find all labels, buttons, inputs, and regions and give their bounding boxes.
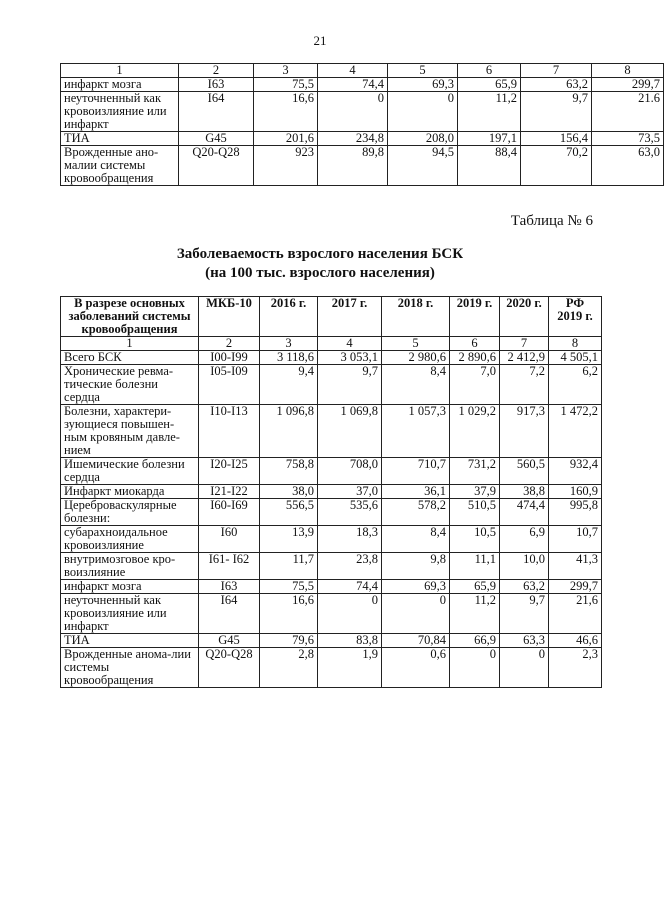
value-cell: 13,9 [260,526,318,553]
table-row [61,634,602,648]
value-cell: 37,9 [450,485,500,499]
value-cell: 65,9 [458,78,521,92]
value-cell: 10,5 [450,526,500,553]
value-cell: 63,3 [500,634,549,648]
value-cell: 69,3 [388,78,458,92]
table-row [61,78,664,92]
value-cell: 9,7 [318,365,382,405]
icd-code-cell: I21-I22 [199,485,260,499]
value-cell: 21,6 [549,594,602,634]
value-cell: 83,8 [318,634,382,648]
index-cell: 5 [382,337,450,351]
continuation-table [60,63,664,186]
value-cell: 70,84 [382,634,450,648]
icd-code-cell: Q20-Q28 [179,146,254,186]
value-cell: 731,2 [450,458,500,485]
index-cell: 6 [450,337,500,351]
index-cell: 2 [179,64,254,78]
value-cell: 65,9 [450,580,500,594]
table-row [61,132,664,146]
disease-name-cell: Инфаркт миокарда [61,485,199,499]
icd-code-cell: I05-I09 [199,365,260,405]
value-cell: 474,4 [500,499,549,526]
value-cell: 208,0 [388,132,458,146]
value-cell: 0 [318,594,382,634]
value-cell: 0 [388,92,458,132]
value-cell: 758,8 [260,458,318,485]
value-cell: 21.6 [592,92,664,132]
disease-name-cell: инфаркт мозга [61,78,179,92]
index-cell: 3 [254,64,318,78]
table-row [61,499,602,526]
index-cell: 7 [500,337,549,351]
value-cell: 23,8 [318,553,382,580]
value-cell: 6,9 [500,526,549,553]
value-cell: 16,6 [260,594,318,634]
value-cell: 8,4 [382,365,450,405]
value-cell: 66,9 [450,634,500,648]
table-row [61,92,664,132]
value-cell: 46,6 [549,634,602,648]
value-cell: 38,8 [500,485,549,499]
value-cell: 197,1 [458,132,521,146]
value-cell: 2,8 [260,648,318,688]
disease-name-cell: неуточненный как кровоизлияние или инфаркт [61,594,199,634]
value-cell: 11,2 [458,92,521,132]
value-cell: 299,7 [592,78,664,92]
disease-name-cell: Болезни, характери-зующиеся повышен-ным кровяным давле-нием [61,405,199,458]
disease-name-cell: внутримозговое кро-воизлияние [61,553,199,580]
index-cell: 8 [549,337,602,351]
value-cell: 2 890,6 [450,351,500,365]
column-header: 2017 г. [318,297,382,337]
value-cell: 63,2 [521,78,592,92]
table-title [0,245,640,283]
value-cell: 37,0 [318,485,382,499]
column-header: МКБ-10 [199,297,260,337]
index-cell: 7 [521,64,592,78]
value-cell: 11,1 [450,553,500,580]
value-cell: 1 057,3 [382,405,450,458]
table-row [61,580,602,594]
index-cell: 5 [388,64,458,78]
index-row [61,64,664,78]
value-cell: 89,8 [318,146,388,186]
value-cell: 9,7 [500,594,549,634]
value-cell: 0 [318,92,388,132]
value-cell: 63,2 [500,580,549,594]
icd-code-cell: I20-I25 [199,458,260,485]
value-cell: 16,6 [254,92,318,132]
value-cell: 8,4 [382,526,450,553]
value-cell: 11,7 [260,553,318,580]
value-cell: 510,5 [450,499,500,526]
value-cell: 38,0 [260,485,318,499]
value-cell: 556,5 [260,499,318,526]
column-header: 2020 г. [500,297,549,337]
value-cell: 79,6 [260,634,318,648]
disease-name-cell: Хронические ревма-тические болезни сердца [61,365,199,405]
table-row [61,146,664,186]
value-cell: 0 [500,648,549,688]
table-row [61,365,602,405]
icd-code-cell: G45 [179,132,254,146]
value-cell: 63,0 [592,146,664,186]
value-cell: 160,9 [549,485,602,499]
table-row [61,458,602,485]
icd-code-cell: I64 [199,594,260,634]
icd-code-cell: Q20-Q28 [199,648,260,688]
value-cell: 2 980,6 [382,351,450,365]
disease-name-cell: Врожденные анома-лии системы кровообращения [61,648,199,688]
title-line-1: Заболеваемость взрослого населения БСК [176,246,464,262]
icd-code-cell: I60 [199,526,260,553]
disease-name-cell: ТИА [61,132,179,146]
value-cell: 3 118,6 [260,351,318,365]
value-cell: 995,8 [549,499,602,526]
value-cell: 3 053,1 [318,351,382,365]
value-cell: 75,5 [260,580,318,594]
value-cell: 10,7 [549,526,602,553]
value-cell: 0,6 [382,648,450,688]
value-cell: 201,6 [254,132,318,146]
value-cell: 0 [382,594,450,634]
value-cell: 1 069,8 [318,405,382,458]
index-row [61,337,602,351]
value-cell: 1 029,2 [450,405,500,458]
value-cell: 74,4 [318,580,382,594]
disease-name-cell: Всего БСК [61,351,199,365]
disease-name-cell: субарахноидальное кровоизлияние [61,526,199,553]
value-cell: 69,3 [382,580,450,594]
value-cell: 234,8 [318,132,388,146]
index-cell: 8 [592,64,664,78]
value-cell: 41,3 [549,553,602,580]
disease-name-cell: Врожденные ано-малии системы кровообращения [61,146,179,186]
column-header: РФ 2019 г. [549,297,602,337]
value-cell: 535,6 [318,499,382,526]
value-cell: 10,0 [500,553,549,580]
value-cell: 4 505,1 [549,351,602,365]
index-cell: 4 [318,64,388,78]
column-header: 2018 г. [382,297,450,337]
column-header: 2019 г. [450,297,500,337]
value-cell: 18,3 [318,526,382,553]
table-row [61,405,602,458]
value-cell: 932,4 [549,458,602,485]
value-cell: 2 412,9 [500,351,549,365]
value-cell: 1 096,8 [260,405,318,458]
icd-code-cell: I63 [179,78,254,92]
value-cell: 94,5 [388,146,458,186]
column-header: 2016 г. [260,297,318,337]
value-cell: 917,3 [500,405,549,458]
index-cell: 1 [61,64,179,78]
table-row [61,594,602,634]
index-cell: 1 [61,337,199,351]
disease-name-cell: инфаркт мозга [61,580,199,594]
value-cell: 710,7 [382,458,450,485]
value-cell: 7,2 [500,365,549,405]
table-row [61,485,602,499]
disease-name-cell: Цереброваскулярные болезни: [61,499,199,526]
icd-code-cell: I60-I69 [199,499,260,526]
value-cell: 7,0 [450,365,500,405]
table-row [61,351,602,365]
value-cell: 73,5 [592,132,664,146]
table-caption: Таблица № 6 [510,213,593,229]
value-cell: 9,8 [382,553,450,580]
value-cell: 0 [450,648,500,688]
value-cell: 75,5 [254,78,318,92]
disease-name-cell: Ишемические болезни сердца [61,458,199,485]
disease-name-cell: неуточненный как кровоизлияние или инфаркт [61,92,179,132]
value-cell: 9,4 [260,365,318,405]
index-cell: 3 [260,337,318,351]
icd-code-cell: I61- I62 [199,553,260,580]
value-cell: 74,4 [318,78,388,92]
index-cell: 4 [318,337,382,351]
index-cell: 2 [199,337,260,351]
value-cell: 2,3 [549,648,602,688]
value-cell: 156,4 [521,132,592,146]
icd-code-cell: I00-I99 [199,351,260,365]
title-line-2: (на 100 тыс. взрослого населения) [205,265,435,281]
icd-code-cell: I64 [179,92,254,132]
table-row [61,553,602,580]
value-cell: 36,1 [382,485,450,499]
icd-code-cell: I10-I13 [199,405,260,458]
value-cell: 88,4 [458,146,521,186]
value-cell: 1 472,2 [549,405,602,458]
value-cell: 708,0 [318,458,382,485]
column-header: В разрезе основных заболеваний системы кровообращения [61,297,199,337]
icd-code-cell: I63 [199,580,260,594]
table-row [61,648,602,688]
value-cell: 299,7 [549,580,602,594]
value-cell: 11,2 [450,594,500,634]
value-cell: 578,2 [382,499,450,526]
index-cell: 6 [458,64,521,78]
table-row [61,526,602,553]
value-cell: 1,9 [318,648,382,688]
page-number: 21 [313,33,327,48]
value-cell: 923 [254,146,318,186]
value-cell: 6,2 [549,365,602,405]
value-cell: 70,2 [521,146,592,186]
incidence-table [60,296,602,688]
value-cell: 560,5 [500,458,549,485]
icd-code-cell: G45 [199,634,260,648]
value-cell: 9,7 [521,92,592,132]
disease-name-cell: ТИА [61,634,199,648]
